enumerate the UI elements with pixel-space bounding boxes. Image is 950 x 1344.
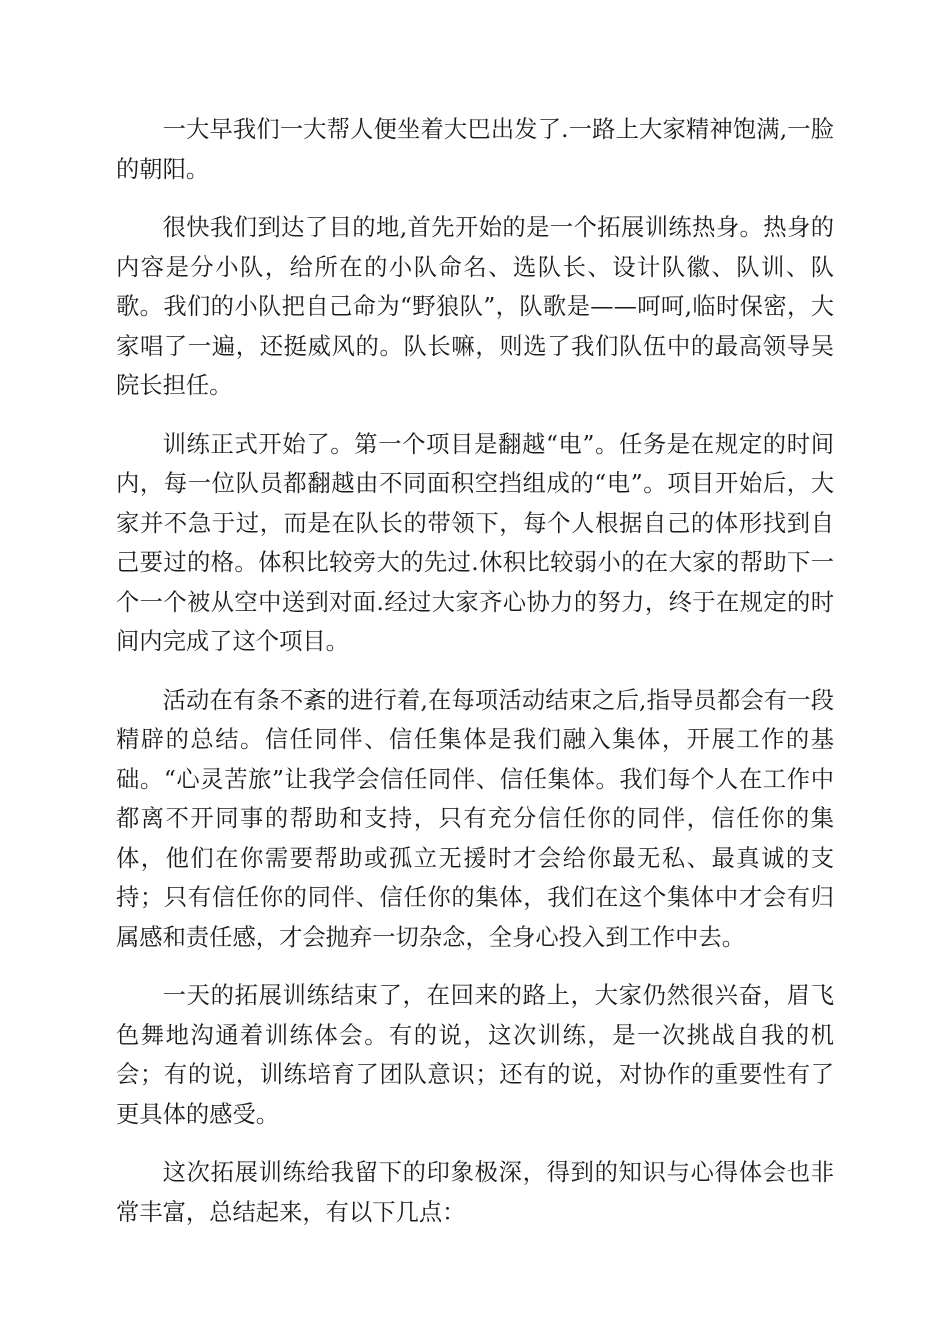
paragraph-summary: 这次拓展训练给我留下的印象极深，得到的知识与心得体会也非常丰富，总结起来，有以下几点： [116, 1159, 834, 1226]
paragraph-return: 一天的拓展训练结束了，在回来的路上，大家仍然很兴奋，眉飞色舞地沟通着训练体会。有的说，这次训练，是一次挑战自我的机会；有的说，训练培育了团队意识；还有的说，对协作的重要性有了更具体的感受。 [116, 982, 834, 1128]
paragraph-first-project: 训练正式开始了。第一个项目是翻越“电”。任务是在规定的时间内，每一位队员都翻越由不同面积空挡组成的“电”。项目开始后，大家并不急于过，而是在队长的带领下，每个人根据自己的体形找到自己要过的格。体积比较旁大的先过.休积比较弱小的在大家的帮助下一个一个被从空中送到对面.经过大家齐心协力的努力，终于在规定的时间内完成了这个项目。 [116, 430, 834, 655]
paragraph-trust: 活动在有条不紊的进行着,在每项活动结束之后,指导员都会有一段精辟的总结。信任同伴、信任集体是我们融入集体，开展工作的基础。“心灵苦旅”让我学会信任同伴、信任集体。我们每个人在工作中都离不开同事的帮助和支持，只有充分信任你的同伴，信任你的集体，他们在你需要帮助或孤立无援时才会给你最无私、最真诚的支持；只有信任你的同伴、信任你的集体，我们在这个集体中才会有归属感和责任感，才会抛弃一切杂念，全身心投入到工作中去。 [116, 686, 834, 951]
document-body [116, 110, 834, 1251]
paragraph-departure: 一大早我们一大帮人便坐着大巴出发了.一路上大家精神饱满,一脸的朝阳。 [116, 116, 834, 183]
paragraph-warmup: 很快我们到达了目的地,首先开始的是一个拓展训练热身。热身的内容是分小队，给所在的小队命名、选队长、设计队徽、队训、队歌。我们的小队把自己命为“野狼队”，队歌是——呵呵,临时保密，大家唱了一遍，还挺威风的。队长嘛，则选了我们队伍中的最高领导吴院长担任。 [116, 214, 834, 399]
